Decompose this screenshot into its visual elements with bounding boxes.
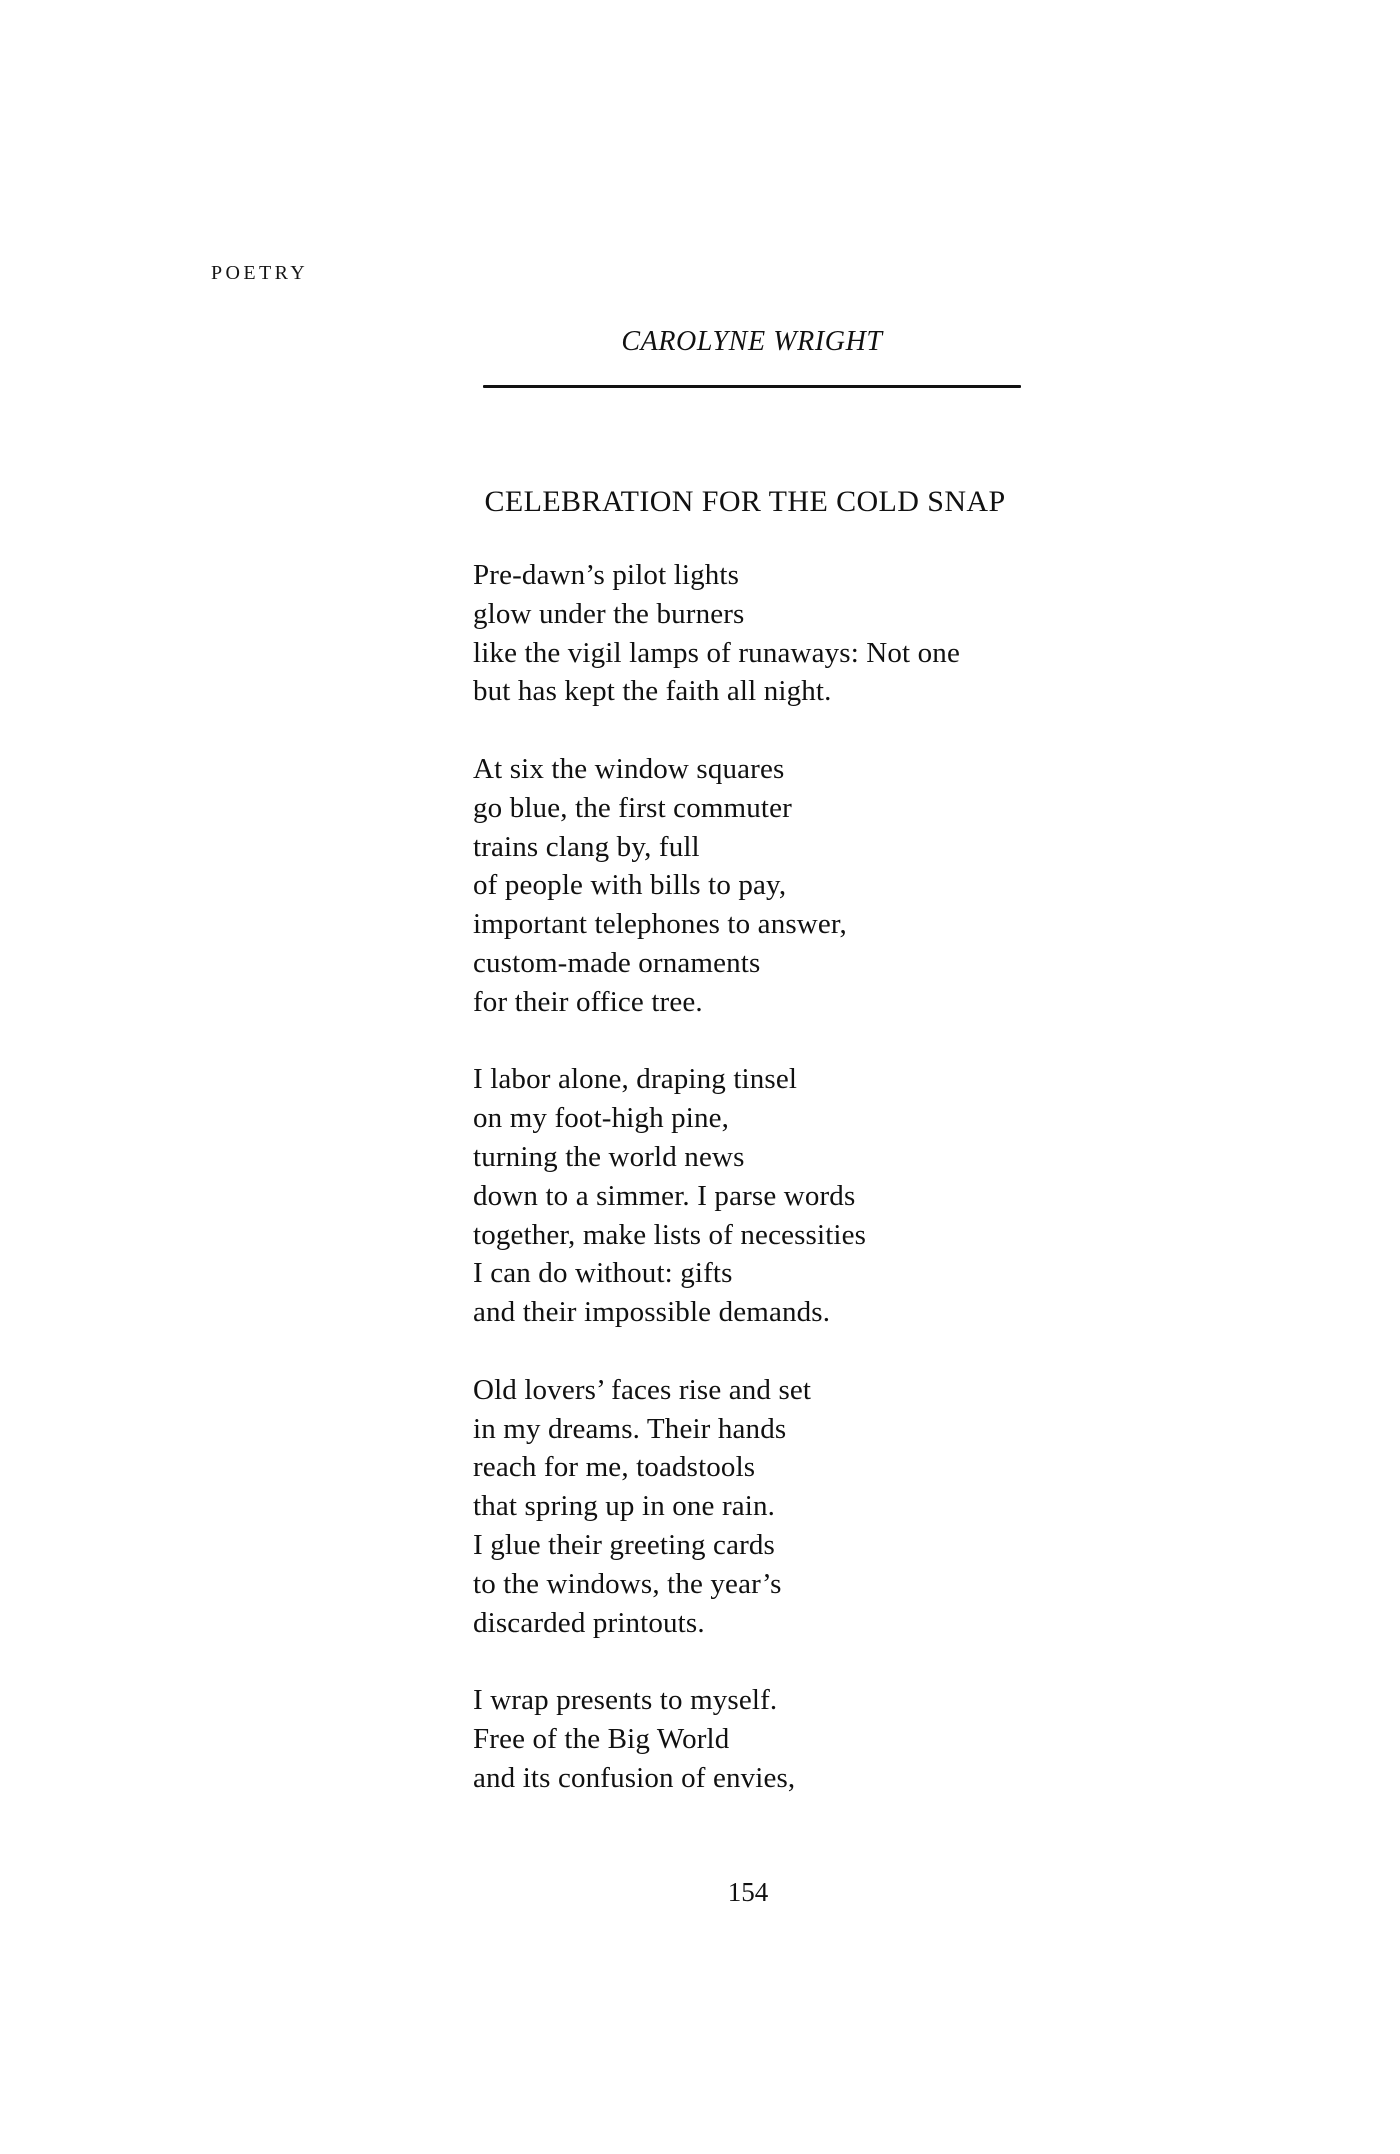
poem-line: and their impossible demands. bbox=[473, 1296, 831, 1329]
poem-title: CELEBRATION FOR THE COLD SNAP bbox=[484, 485, 1006, 518]
page-number: 154 bbox=[727, 1877, 769, 1907]
poem-line: I labor alone, draping tinsel bbox=[473, 1063, 798, 1096]
poem-line: that spring up in one rain. bbox=[473, 1490, 776, 1523]
poem-line: Pre-dawn’s pilot lights bbox=[473, 559, 740, 591]
poem-line: discarded printouts. bbox=[473, 1606, 705, 1639]
stanza-4 bbox=[473, 1371, 1093, 1643]
poem-line: important telephones to answer, bbox=[473, 908, 847, 941]
running-head: POETRY bbox=[211, 262, 309, 284]
poem-body bbox=[473, 556, 1093, 1836]
poem-line: reach for me, toadstools bbox=[473, 1451, 756, 1484]
poem-line: in my dreams. Their hands bbox=[473, 1412, 787, 1445]
poem-line: trains clang by, full bbox=[473, 830, 700, 863]
poem-line: to the windows, the year’s bbox=[473, 1567, 782, 1600]
poem-line: down to a simmer. I parse words bbox=[473, 1179, 856, 1212]
stanza-1 bbox=[473, 556, 1093, 711]
stanza-3 bbox=[473, 1060, 1093, 1332]
poem-line: custom-made ornaments bbox=[473, 946, 761, 979]
poem-line: Old lovers’ faces rise and set bbox=[473, 1373, 812, 1406]
poem-line: go blue, the first commuter bbox=[473, 791, 792, 824]
poem-line: on my foot-high pine, bbox=[473, 1102, 730, 1135]
poem-line: but has kept the faith all night. bbox=[473, 675, 832, 708]
stanza-2 bbox=[473, 750, 1093, 1022]
stanza-5 bbox=[473, 1681, 1093, 1797]
poem-line: I wrap presents to myself. bbox=[473, 1684, 778, 1717]
poem-line: I can do without: gifts bbox=[473, 1257, 733, 1290]
poem-line: glow under the burners bbox=[473, 597, 745, 630]
poem-line: turning the world news bbox=[473, 1140, 745, 1173]
poem-line: and its confusion of envies, bbox=[473, 1761, 796, 1794]
title-rule-divider bbox=[483, 385, 1021, 388]
poem-line: of people with bills to pay, bbox=[473, 869, 787, 902]
poem-line: At six the window squares bbox=[473, 752, 785, 785]
poem-line: Free of the Big World bbox=[473, 1722, 730, 1755]
author-name: CAROLYNE WRIGHT bbox=[621, 326, 883, 357]
poem-line: together, make lists of necessities bbox=[473, 1218, 867, 1251]
poem-line: I glue their greeting cards bbox=[473, 1528, 775, 1561]
poem-line: for their office tree. bbox=[473, 985, 703, 1018]
poem-line: like the vigil lamps of runaways: Not one bbox=[473, 636, 960, 669]
